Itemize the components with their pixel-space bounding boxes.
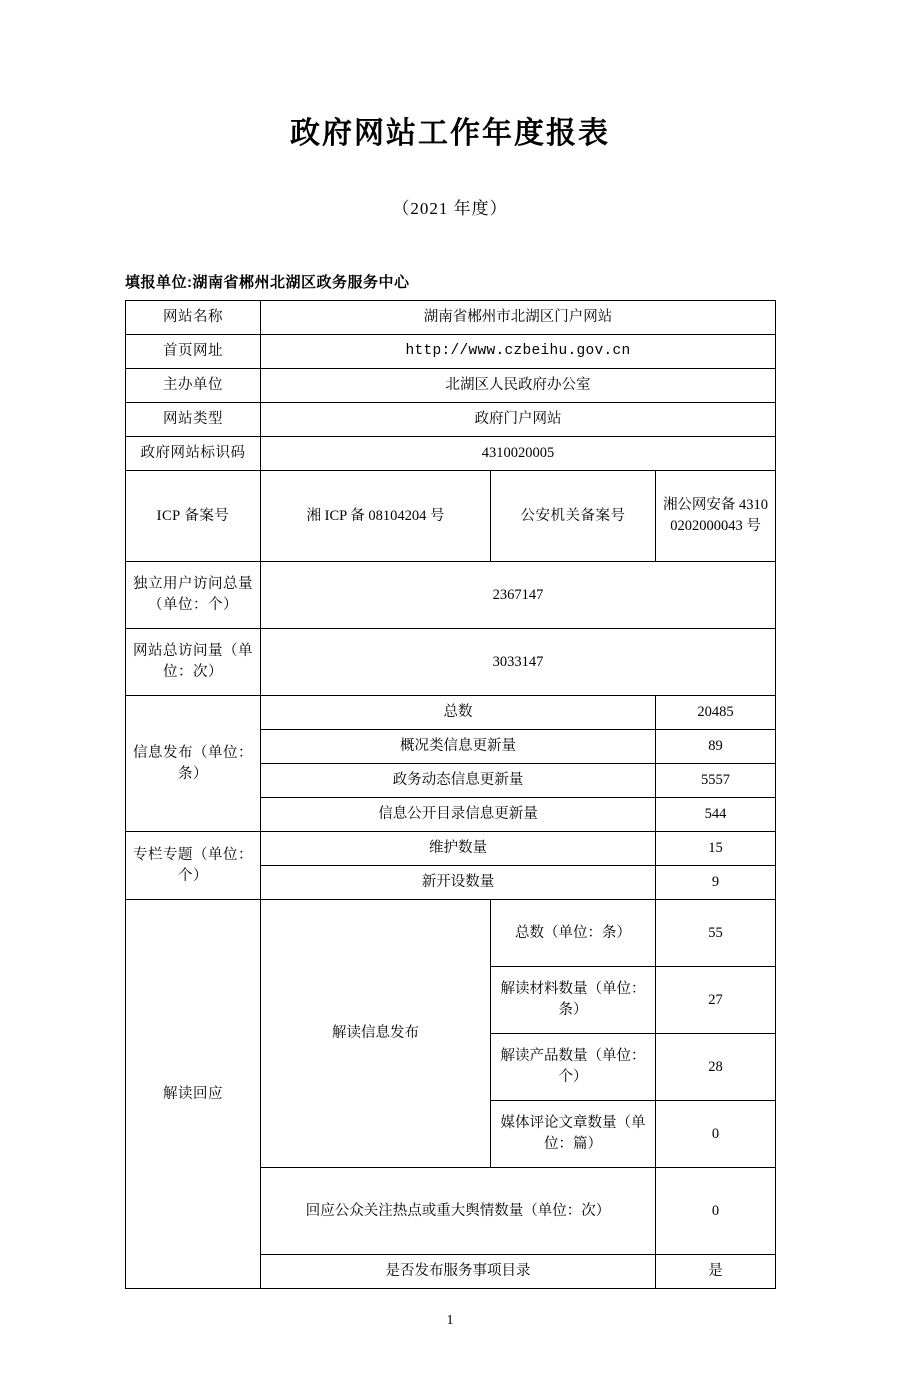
info-overview-value: 89 <box>656 730 776 764</box>
info-dynamic-label: 政务动态信息更新量 <box>261 764 656 798</box>
info-total-label: 总数 <box>261 696 656 730</box>
icp-value: 湘 ICP 备 08104204 号 <box>261 471 491 562</box>
column-new-label: 新开设数量 <box>261 866 656 900</box>
site-type-value: 政府门户网站 <box>261 403 776 437</box>
table-row <box>126 696 776 730</box>
reporting-unit: 填报单位:湖南省郴州北湖区政务服务中心 <box>125 274 410 291</box>
table-row <box>126 832 776 866</box>
column-maintain-label: 维护数量 <box>261 832 656 866</box>
info-catalog-label: 信息公开目录信息更新量 <box>261 798 656 832</box>
column-topic-label: 专栏专题（单位：个） <box>126 832 261 900</box>
total-visits-value: 3033147 <box>261 629 776 696</box>
sponsor-label: 主办单位 <box>126 369 261 403</box>
interpret-publish-label: 解读信息发布 <box>261 900 491 1168</box>
site-type-label: 网站类型 <box>126 403 261 437</box>
info-dynamic-value: 5557 <box>656 764 776 798</box>
site-code-label: 政府网站标识码 <box>126 437 261 471</box>
sponsor-value: 北湖区人民政府办公室 <box>261 369 776 403</box>
table-row <box>126 301 776 335</box>
document-page <box>0 108 900 1380</box>
info-publish-label: 信息发布（单位：条） <box>126 696 261 832</box>
icp-label: ICP 备案号 <box>126 471 261 562</box>
hotspot-response-label: 回应公众关注热点或重大舆情数量（单位：次） <box>261 1168 656 1255</box>
unique-visitors-label: 独立用户访问总量（单位：个） <box>126 562 261 629</box>
interpret-product-value: 28 <box>656 1034 776 1101</box>
total-visits-label: 网站总访问量（单位：次） <box>126 629 261 696</box>
info-overview-label: 概况类信息更新量 <box>261 730 656 764</box>
interpret-response-label: 解读回应 <box>126 900 261 1289</box>
police-record-label: 公安机关备案号 <box>491 471 656 562</box>
unique-visitors-value: 2367147 <box>261 562 776 629</box>
info-catalog-value: 544 <box>656 798 776 832</box>
page-number: 1 <box>446 1313 454 1329</box>
table-row <box>126 403 776 437</box>
site-code-value: 4310020005 <box>261 437 776 471</box>
table-row <box>126 437 776 471</box>
interpret-material-value: 27 <box>656 967 776 1034</box>
service-catalog-label: 是否发布服务事项目录 <box>261 1255 656 1289</box>
service-catalog-value: 是 <box>656 1255 776 1289</box>
table-row <box>126 369 776 403</box>
media-comment-label: 媒体评论文章数量（单位：篇） <box>491 1101 656 1168</box>
page-subtitle: （2021 年度） <box>392 199 508 218</box>
site-name-value: 湖南省郴州市北湖区门户网站 <box>261 301 776 335</box>
hotspot-response-value: 0 <box>656 1168 776 1255</box>
page-title: 政府网站工作年度报表 <box>290 117 610 150</box>
table-row <box>126 900 776 967</box>
home-url-value: http://www.czbeihu.gov.cn <box>261 335 776 369</box>
police-record-value: 湘公网安备 43100202000043 号 <box>656 471 776 562</box>
table-row <box>126 335 776 369</box>
info-total-value: 20485 <box>656 696 776 730</box>
site-name-label: 网站名称 <box>126 301 261 335</box>
table-row <box>126 629 776 696</box>
home-url-label: 首页网址 <box>126 335 261 369</box>
table-row <box>126 471 776 562</box>
table-row <box>126 562 776 629</box>
column-new-value: 9 <box>656 866 776 900</box>
media-comment-value: 0 <box>656 1101 776 1168</box>
annual-report-table <box>125 300 776 1289</box>
interpret-product-label: 解读产品数量（单位：个） <box>491 1034 656 1101</box>
interpret-total-value: 55 <box>656 900 776 967</box>
interpret-total-label: 总数（单位：条） <box>491 900 656 967</box>
column-maintain-value: 15 <box>656 832 776 866</box>
interpret-material-label: 解读材料数量（单位：条） <box>491 967 656 1034</box>
